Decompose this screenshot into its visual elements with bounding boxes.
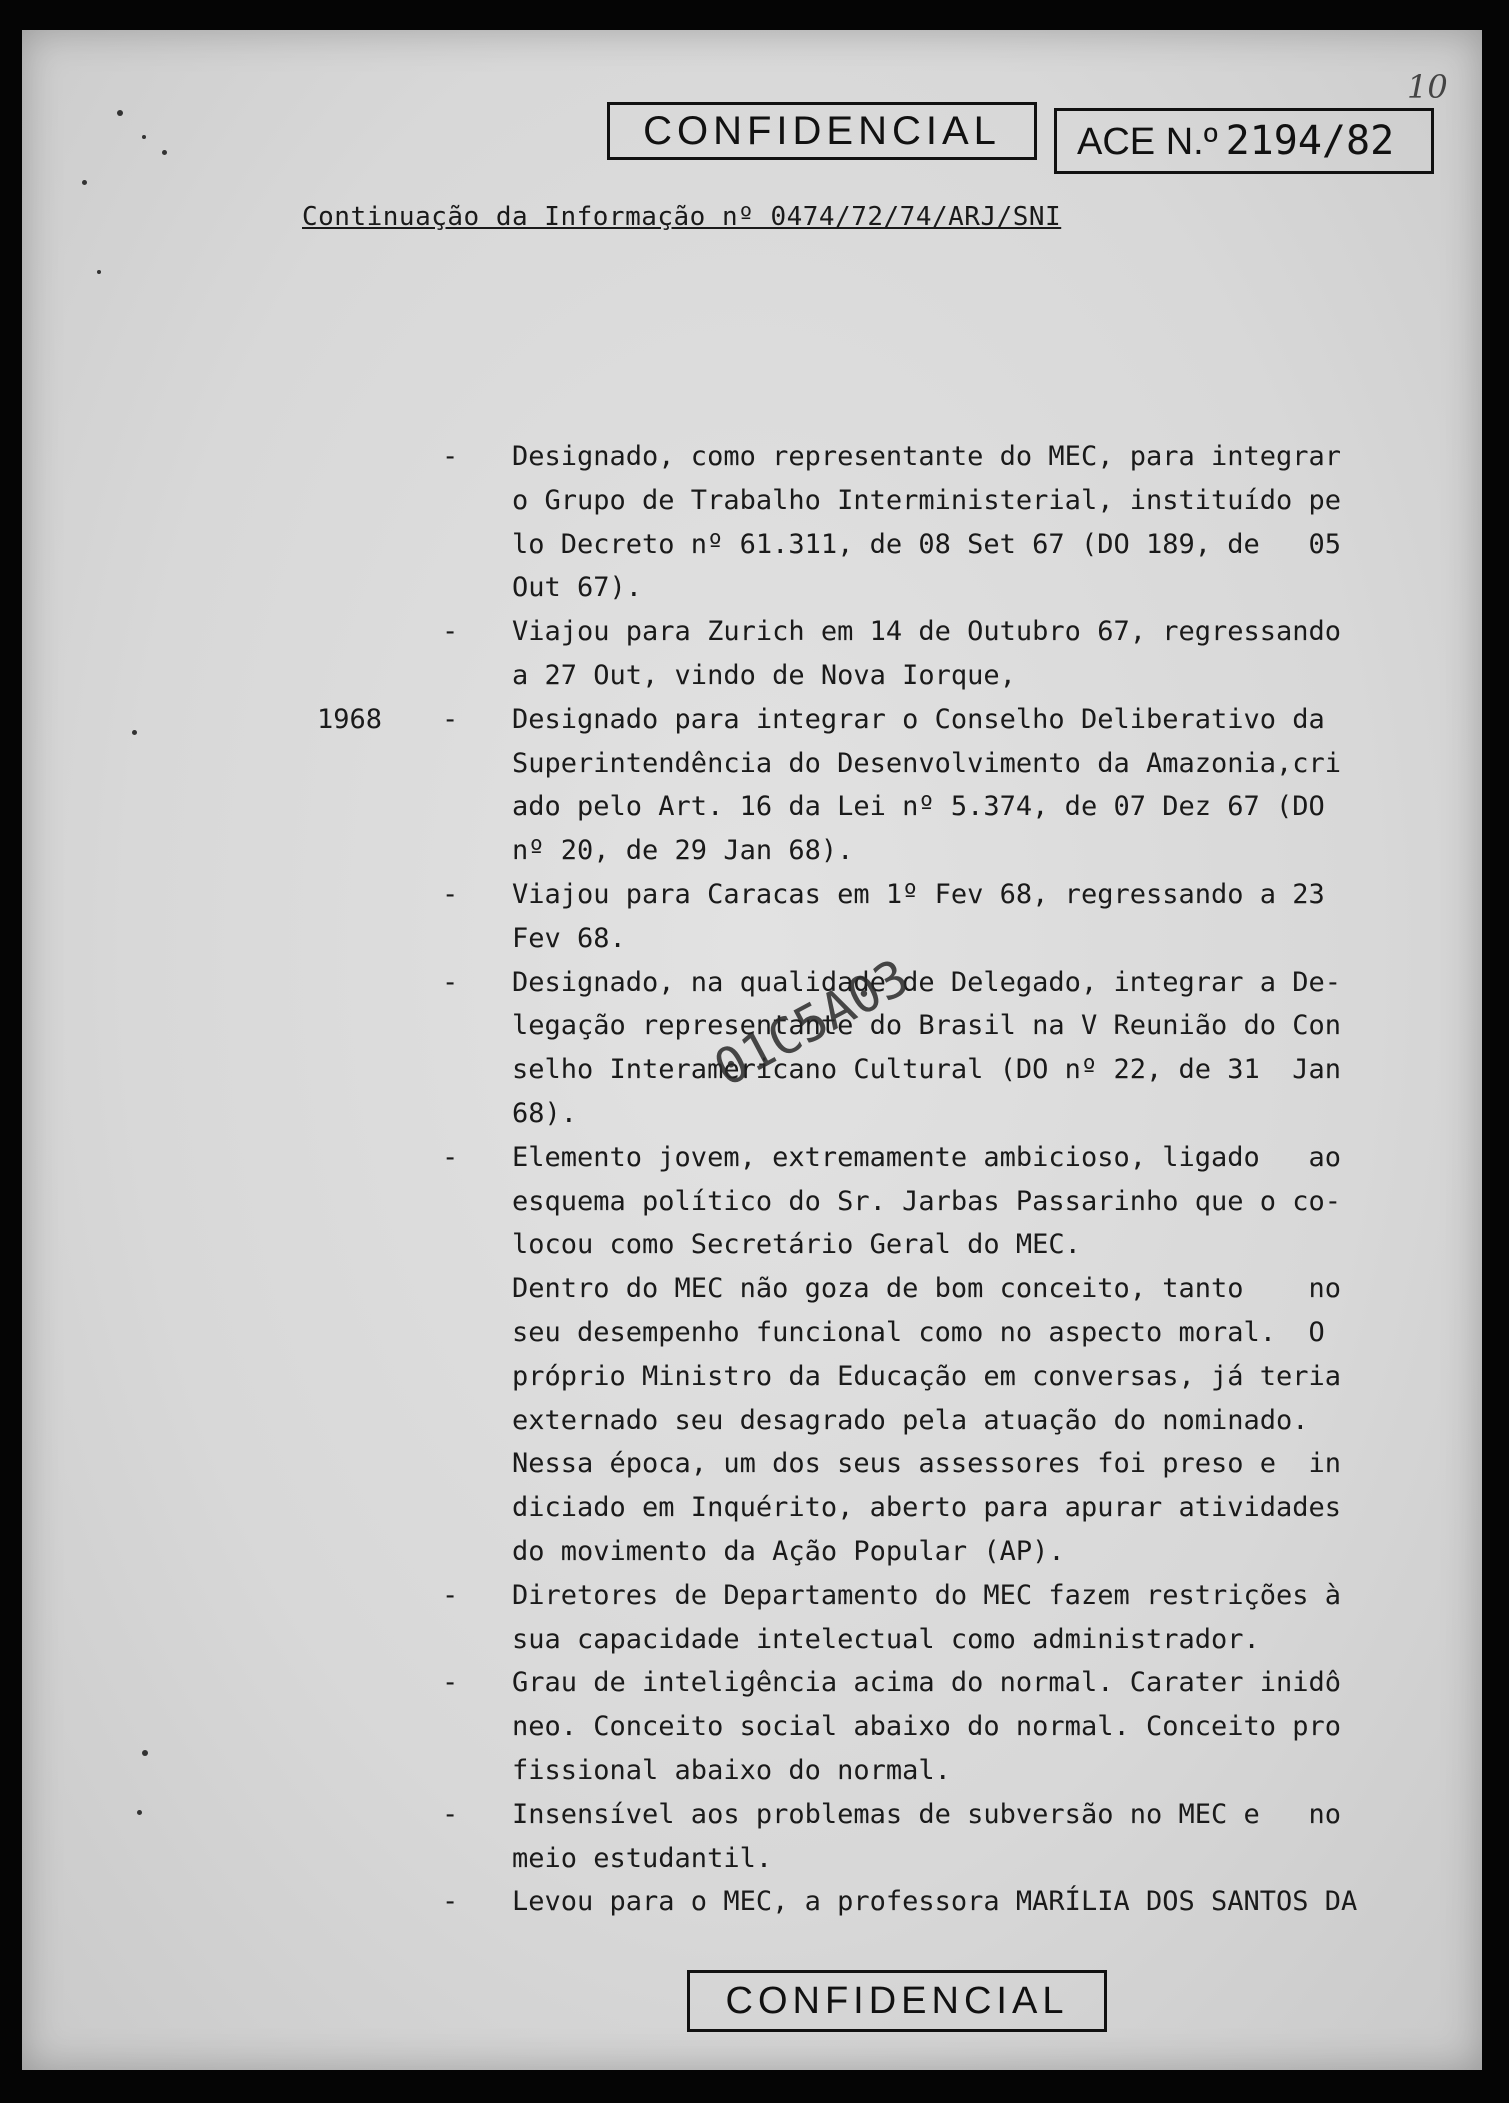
line-text: sua capacidade intelectual como administrador.: [512, 1623, 1260, 1655]
scan-speck: [97, 270, 101, 274]
line-text: Dentro do MEC não goza de bom conceito, tanto no: [512, 1273, 1342, 1305]
line-text: próprio Ministro da Educação em conversas, já teria: [512, 1360, 1342, 1392]
line-text: seu desempenho funcional como no aspecto moral. O: [512, 1316, 1325, 1348]
line-bullet-dash: -: [442, 441, 459, 472]
line-text: a 27 Out, vindo de Nova Iorque,: [512, 659, 1016, 691]
confidential-stamp-bottom: CONFIDENCIAL: [687, 1970, 1107, 2032]
line-bullet-dash: -: [442, 1141, 459, 1173]
line-text: Out 67).: [512, 572, 643, 604]
text-line: [322, 829, 1422, 873]
line-text: legação representante do Brasil na V Reunião do Con: [512, 1010, 1342, 1042]
line-text: Viajou para Caracas em 1º Fev 68, regressando a 23: [512, 878, 1325, 910]
ace-label: ACE N.º: [1077, 121, 1218, 163]
text-line: [322, 1661, 1422, 1705]
line-text: Viajou para Zurich em 14 de Outubro 67, regressando: [512, 616, 1342, 648]
line-text: esquema político do Sr. Jarbas Passarinho que o co-: [512, 1185, 1342, 1217]
text-line: [322, 1793, 1422, 1837]
text-line: [322, 610, 1422, 654]
reference-stamp: 01C5A03: [704, 947, 919, 1098]
text-line: [322, 435, 1422, 479]
text-line: [322, 1048, 1422, 1092]
text-line: [322, 1705, 1422, 1749]
text-line: [322, 566, 1422, 610]
line-text: Superintendência do Desenvolvimento da Amazonia,cri: [512, 747, 1342, 779]
line-bullet-dash: -: [442, 878, 459, 910]
line-text: meio estudantil.: [512, 1842, 773, 1874]
line-text: Designado, na qualidade de Delegado, integrar a De-: [512, 966, 1342, 998]
line-text: nº 20, de 29 Jan 68).: [512, 835, 854, 867]
line-bullet-dash: -: [442, 1798, 459, 1830]
text-line: [322, 1749, 1422, 1793]
line-text: Insensível aos problemas de subversão no MEC e no: [512, 1798, 1342, 1830]
scan-speck: [162, 150, 167, 155]
line-text: Designado para integrar o Conselho Deliberativo da: [512, 703, 1325, 735]
text-line: [322, 1267, 1422, 1311]
text-line: [322, 1092, 1422, 1136]
continuation-heading: Continuação da Informação nº 0474/72/74/ARJ/SNI: [302, 202, 1062, 232]
line-text: externado seu desagrado pela atuação do nominado.: [512, 1404, 1309, 1436]
scan-speck: [117, 110, 123, 116]
line-text: Levou para o MEC, a professora MARÍLIA DOS SANTOS DA: [512, 1886, 1358, 1918]
line-text: Elemento jovem, extremamente ambicioso, ligado ao: [512, 1141, 1342, 1173]
line-bullet-dash: -: [442, 616, 459, 648]
text-line: [322, 1223, 1422, 1267]
text-line: [322, 785, 1422, 829]
text-line: [322, 1530, 1422, 1574]
page-number-handwritten: 10: [1407, 68, 1448, 106]
text-line: [322, 1442, 1422, 1486]
scan-speck: [142, 135, 146, 139]
confidential-stamp-top: CONFIDENCIAL: [607, 102, 1037, 160]
line-text: Nessa época, um dos seus assessores foi preso e in: [512, 1448, 1342, 1480]
line-text: lo Decreto nº 61.311, de 08 Set 67 (DO 189, de 05: [512, 528, 1342, 560]
text-line: [317, 698, 1422, 742]
line-bullet-dash: -: [442, 966, 459, 998]
line-text: fissional abaixo do normal.: [512, 1754, 951, 1786]
text-line: [322, 917, 1422, 961]
text-line: [322, 654, 1422, 698]
line-text: diciado em Inquérito, aberto para apurar atividades: [512, 1492, 1342, 1524]
scan-speck: [82, 180, 87, 185]
text-line: [322, 1837, 1422, 1881]
text-line: [322, 1136, 1422, 1180]
text-line: [322, 1355, 1422, 1399]
line-text: o Grupo de Trabalho Interministerial, instituído pe: [512, 484, 1342, 516]
line-year: 1968: [317, 703, 383, 735]
line-text: Diretores de Departamento do MEC fazem restrições à: [512, 1579, 1342, 1611]
line-text: 68).: [512, 1097, 578, 1129]
text-line: [322, 742, 1422, 786]
line-text: do movimento da Ação Popular (AP).: [512, 1535, 1065, 1567]
text-line: [322, 523, 1422, 567]
line-text: ado pelo Art. 16 da Lei nº 5.374, de 07 Dez 67 (DO: [512, 791, 1325, 823]
line-bullet-dash: -: [442, 1667, 459, 1699]
line-bullet-dash: -: [442, 1886, 459, 1918]
text-line: [322, 1880, 1422, 1924]
document-page: [22, 30, 1482, 2070]
scan-speck: [132, 730, 137, 735]
scan-speck: [137, 1810, 142, 1815]
text-line: [322, 1399, 1422, 1443]
text-line: [322, 479, 1422, 523]
text-line: [322, 873, 1422, 917]
line-bullet-dash: -: [442, 703, 459, 735]
document-body: [317, 435, 1422, 1924]
ace-number-stamp: [1054, 108, 1434, 174]
text-line: [322, 1311, 1422, 1355]
line-text: Fev 68.: [512, 922, 626, 954]
line-text: Designado, como representante do MEC, para integrar: [512, 441, 1342, 472]
text-line: [322, 1574, 1422, 1618]
text-line: [322, 1180, 1422, 1224]
scan-speck: [142, 1750, 148, 1756]
line-text: locou como Secretário Geral do MEC.: [512, 1229, 1081, 1261]
line-bullet-dash: -: [442, 1579, 459, 1611]
line-text: selho Interamericano Cultural (DO nº 22, de 31 Jan: [512, 1054, 1342, 1086]
text-line: [322, 1618, 1422, 1662]
line-text: neo. Conceito social abaixo do normal. Conceito pro: [512, 1711, 1342, 1743]
ace-number: 2194/82: [1225, 118, 1395, 164]
line-text: Grau de inteligência acima do normal. Carater inidô: [512, 1667, 1342, 1699]
text-line: [322, 1486, 1422, 1530]
